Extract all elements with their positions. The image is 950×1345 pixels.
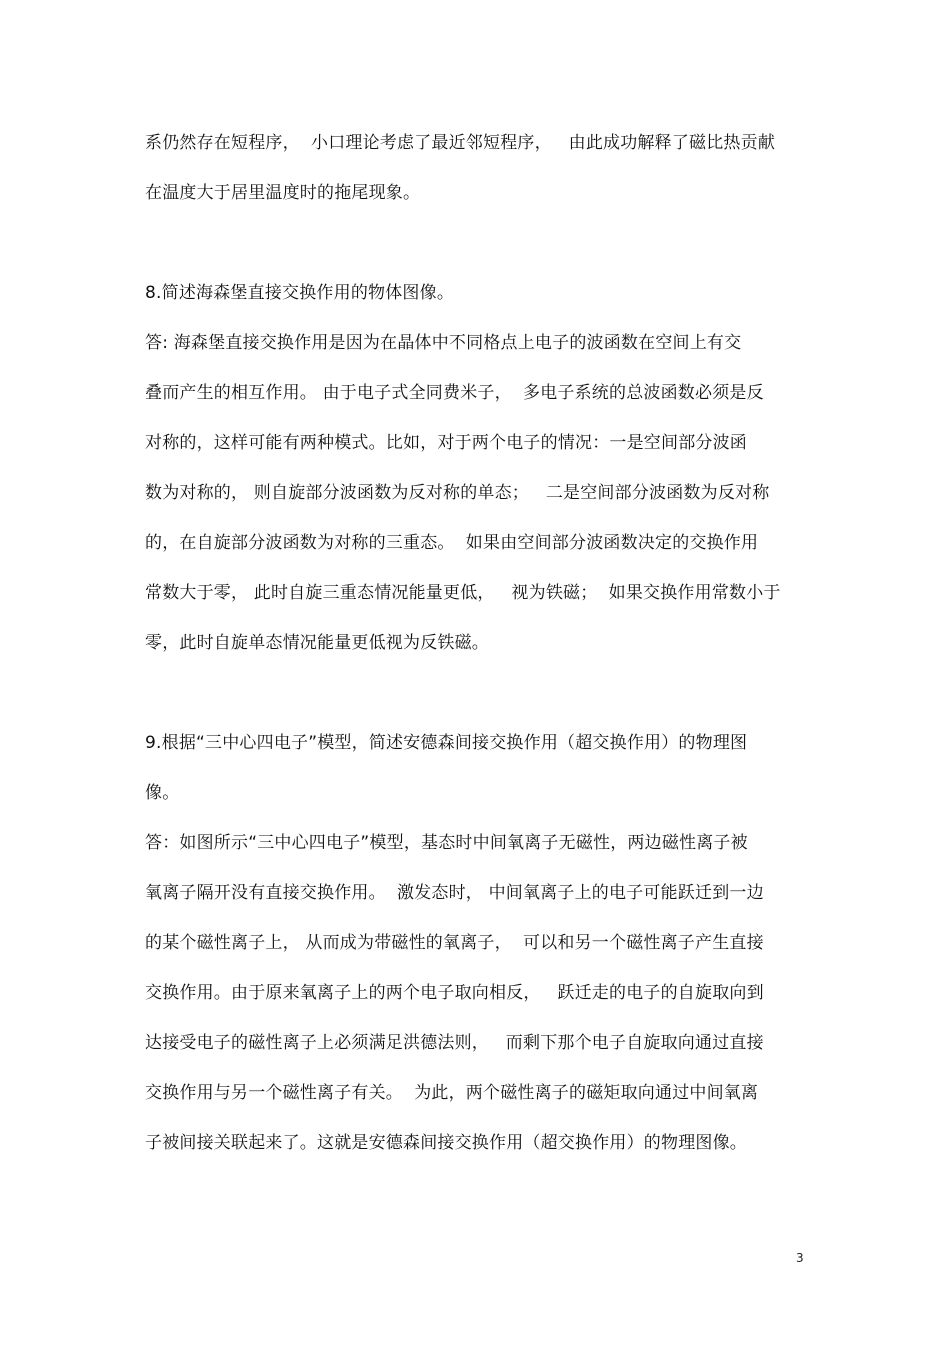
body-text-line: 在温度大于居里温度时的拖尾现象。: [145, 183, 421, 203]
answer-9-line: 子被间接关联起来了。这就是安德森间接交换作用（超交换作用）的物理图像。: [145, 1133, 747, 1153]
answer-8-line: 叠而产生的相互作用。 由于电子式全同费米子， 多电子系统的总波函数必须是反: [145, 383, 764, 403]
answer-9-line: 达接受电子的磁性离子上必须满足洪德法则， 而剩下那个电子自旋取向通过直接: [145, 1033, 764, 1053]
answer-9-line: 答：如图所示“三中心四电子”模型，基态时中间氧离子无磁性，两边磁性离子被: [145, 833, 748, 853]
question-9-heading: 像。: [145, 783, 180, 803]
question-8-heading: 8.简述海森堡直接交换作用的物体图像。: [145, 283, 455, 303]
answer-8-line: 数为对称的， 则自旋部分波函数为反对称的单态； 二是空间部分波函数为反对称: [145, 483, 770, 503]
answer-9-line: 交换作用。由于原来氧离子上的两个电子取向相反， 跃迁走的电子的自旋取向到: [145, 983, 764, 1003]
answer-8-line: 的，在自旋部分波函数为对称的三重态。 如果由空间部分波函数决定的交换作用: [145, 533, 759, 553]
answer-8-line: 零，此时自旋单态情况能量更低视为反铁磁。: [145, 633, 489, 653]
body-text-line: 系仍然存在短程序， 小口理论考虑了最近邻短程序， 由此成功解释了磁比热贡献: [145, 133, 776, 153]
answer-8-line: 常数大于零， 此时自旋三重态情况能量更低， 视为铁磁； 如果交换作用常数小于: [145, 583, 781, 603]
page-number: 3: [796, 1251, 804, 1265]
answer-8-line: 对称的，这样可能有两种模式。比如，对于两个电子的情况：一是空间部分波函: [145, 433, 747, 453]
answer-8-line: 答: 海森堡直接交换作用是因为在晶体中不同格点上电子的波函数在空间上有交: [145, 333, 742, 353]
answer-9-line: 氧离子隔开没有直接交换作用。 激发态时， 中间氧离子上的电子可能跃迁到一边: [145, 883, 764, 903]
answer-9-line: 的某个磁性离子上， 从而成为带磁性的氧离子， 可以和另一个磁性离子产生直接: [145, 933, 764, 953]
question-9-heading: 9.根据“三中心四电子”模型，简述安德森间接交换作用（超交换作用）的物理图: [145, 733, 748, 753]
answer-9-line: 交换作用与另一个磁性离子有关。 为此，两个磁性离子的磁矩取向通过中间氧离: [145, 1083, 759, 1103]
